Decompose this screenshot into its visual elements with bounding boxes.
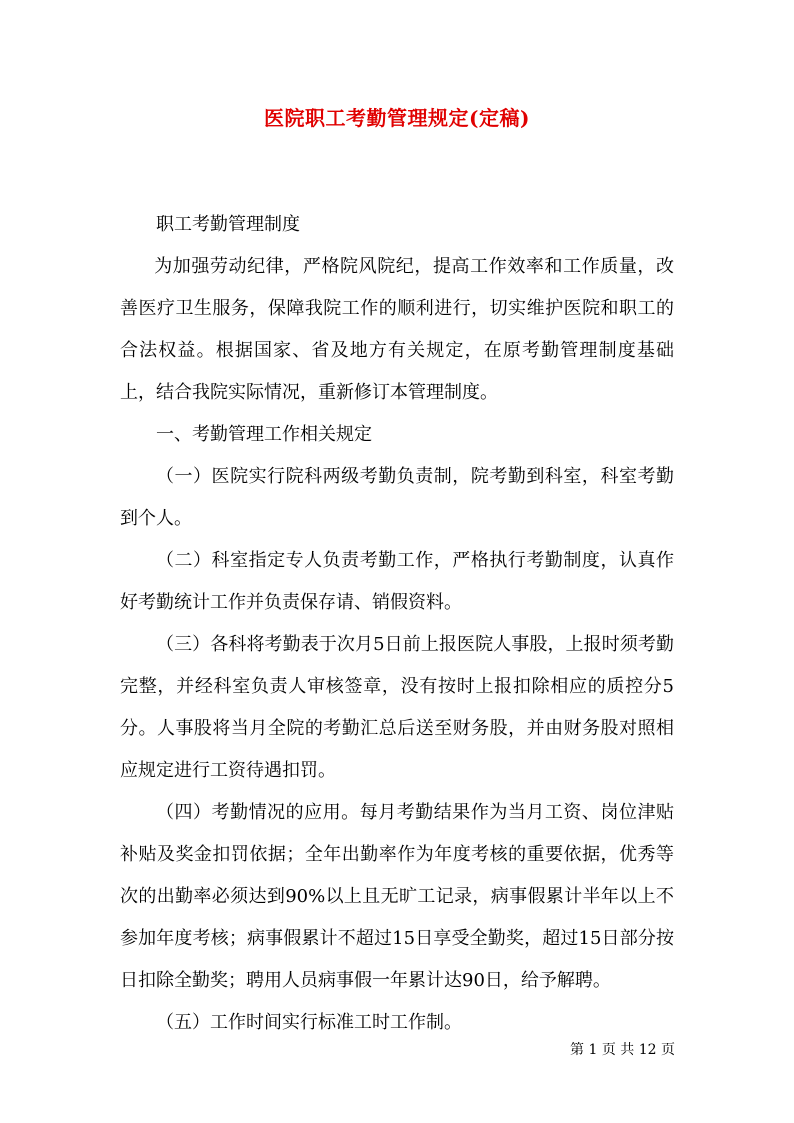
intro-paragraph: 为加强劳动纪律，严格院风院纪，提高工作效率和工作质量，改善医疗卫生服务，保障我院工作的顺利进行，切实维护医院和职工的合法权益。根据国家、省及地方有关规定，在原考勤管理制度基础上，结合我院实际情况，重新修订本管理制度。 — [120, 256, 674, 403]
document-title: 医院职工考勤管理规定(定稿) — [264, 106, 530, 130]
clause-paragraph: （四）考勤情况的应用。每月考勤结果作为当月工资、岗位津贴补贴及奖金扣罚依据；全年出勤率作为年度考核的重要依据，优秀等次的出勤率必须达到90%以上且无旷工记录，病事假累计半年以上不参加年度考核；病事假累计不超过15日享受全勤奖，超过15日部分按日扣除全勤奖；聘用人员病事假一年累计达90日，给予解聘。 — [120, 802, 674, 991]
clause-paragraph: （二）科室指定专人负责考勤工作，严格执行考勤制度，认真作好考勤统计工作并负责保存请、销假资料。 — [120, 550, 674, 613]
clause-paragraph: （五）工作时间实行标准工时工作制。 — [156, 1012, 462, 1033]
clause-paragraph: （一）医院实行院科两级考勤负责制，院考勤到科室，科室考勤到个人。 — [120, 466, 674, 529]
clause-paragraph: （三）各科将考勤表于次月5日前上报医院人事股，上报时须考勤完整，并经科室负责人审核签章，没有按时上报扣除相应的质控分5分。人事股将当月全院的考勤汇总后送至财务股，并由财务股对照相应规定进行工资待遇扣罚。 — [120, 634, 674, 781]
chapter-heading: 一、考勤管理工作相关规定 — [156, 424, 372, 445]
page-number: 第 1 页 共 12 页 — [570, 1042, 675, 1058]
document-body — [120, 204, 674, 1044]
section-heading: 职工考勤管理制度 — [156, 214, 300, 235]
